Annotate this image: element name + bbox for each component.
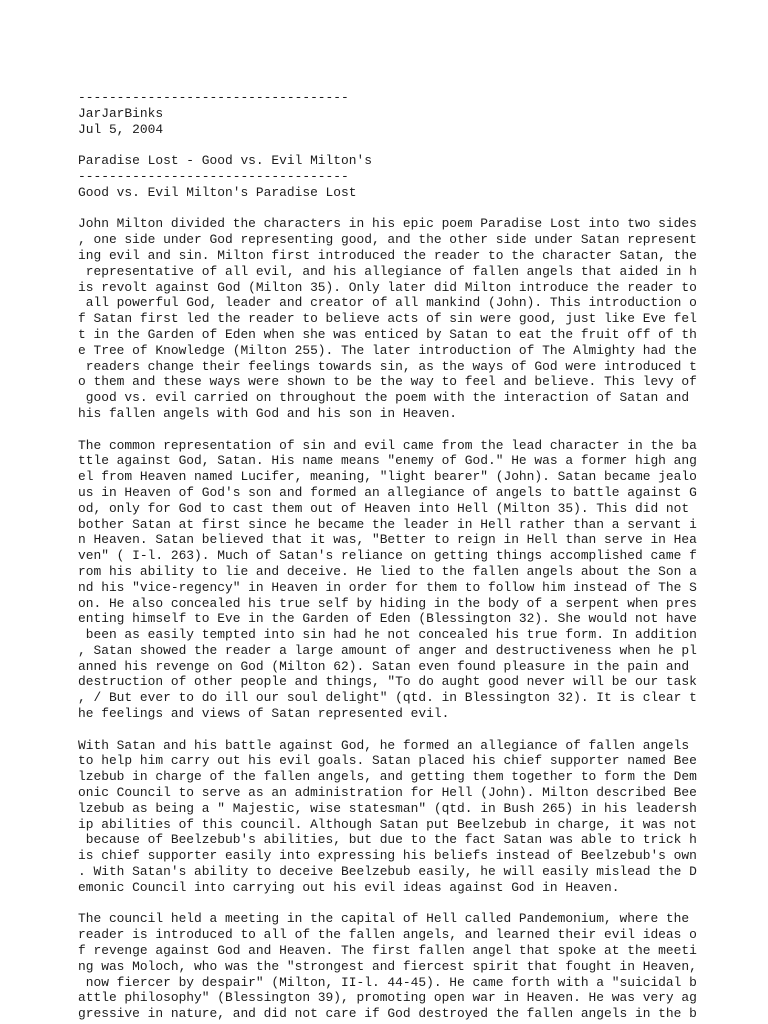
text-line: od, only for God to cast them out of Heaven into Hell (Milton 35). This did not — [78, 500, 690, 516]
text-line: onic Council to serve as an administration for Hell (John). Milton described Bee — [78, 785, 697, 801]
text-line: lzebub as being a " Majestic, wise statesman" (qtd. in Bush 265) in his leadersh — [78, 800, 697, 816]
text-line: bother Satan at first since he became the leader in Hell rather than a servant i — [78, 516, 697, 532]
text-line: ----------------------------------- — [78, 168, 349, 184]
text-line: , / But ever to do ill our soul delight" (qtd. in Blessington 32). It is clear t — [78, 690, 697, 706]
text-line: to help him carry out his evil goals. Satan placed his chief supporter named Bee — [78, 753, 697, 769]
blank-line — [78, 137, 758, 153]
blank-line — [78, 422, 758, 438]
text-line: n Heaven. Satan believed that it was, "Better to reign in Hell than serve in Hea — [78, 532, 697, 548]
text-line: The common representation of sin and evil came from the lead character in the ba — [78, 437, 697, 453]
text-line: on. He also concealed his true self by hiding in the body of a serpent when pres — [78, 595, 697, 611]
text-line: lzebub in charge of the fallen angels, and getting them together to form the Dem — [78, 769, 697, 785]
text-line: now fiercer by despair" (Milton, II-l. 44-45). He came forth with a "suicidal b — [78, 974, 697, 990]
text-line: attle philosophy" (Blessington 39), promoting open war in Heaven. He was very ag — [78, 990, 697, 1006]
text-line: his fallen angels with God and his son in Heaven. — [78, 405, 458, 421]
text-line: JarJarBinks — [78, 105, 164, 121]
text-line: o them and these ways were shown to be the way to feel and believe. This levy of — [78, 374, 697, 390]
text-line: Good vs. Evil Milton's Paradise Lost — [78, 184, 357, 200]
text-line: ing evil and sin. Milton first introduced the reader to the character Satan, the — [78, 247, 697, 263]
text-line: ----------------------------------- — [78, 90, 349, 105]
text-line: he feelings and views of Satan represented evil. — [78, 706, 450, 722]
text-line: all powerful God, leader and creator of all mankind (John). This introduction o — [78, 295, 697, 311]
blank-line — [78, 722, 758, 738]
text-line: ttle against God, Satan. His name means "enemy of God." He was a former high ang — [78, 453, 697, 469]
text-line: ng was Moloch, who was the "strongest and fiercest spirit that fought in Heaven, — [78, 958, 697, 974]
text-line: nd his "vice-regency" in Heaven in order for them to follow him instead of The S — [78, 579, 697, 595]
blank-line — [78, 201, 758, 217]
text-line: e Tree of Knowledge (Milton 255). The later introduction of The Almighty had the — [78, 342, 697, 358]
text-line: t in the Garden of Eden when she was enticed by Satan to eat the fruit off of th — [78, 326, 697, 342]
text-line: ip abilities of this council. Although Satan put Beelzebub in charge, it was not — [78, 816, 697, 832]
text-line: , one side under God representing good, and the other side under Satan represent — [78, 232, 697, 248]
text-line: is revolt against God (Milton 35). Only later did Milton introduce the reader to — [78, 279, 697, 295]
text-line: representative of all evil, and his allegiance of fallen angels that aided in h — [78, 263, 697, 279]
text-line: rom his ability to lie and deceive. He lied to the fallen angels about the Son a — [78, 563, 697, 579]
text-line: Jul 5, 2004 — [78, 121, 164, 137]
text-line: because of Beelzebub's abilities, but due to the fact Satan was able to trick h — [78, 832, 697, 848]
text-line: With Satan and his battle against God, he formed an allegiance of fallen angels — [78, 737, 690, 753]
text-line: gressive in nature, and did not care if God destroyed the fallen angels in the b — [78, 1006, 697, 1022]
text-line: enting himself to Eve in the Garden of Eden (Blessington 32). She would not have — [78, 611, 697, 627]
text-line: good vs. evil carried on throughout the poem with the interaction of Satan and — [78, 390, 690, 406]
text-line: Paradise Lost - Good vs. Evil Milton's — [78, 153, 372, 169]
text-line: f revenge against God and Heaven. The first fallen angel that spoke at the meeti — [78, 943, 697, 959]
text-line: John Milton divided the characters in his epic poem Paradise Lost into two sides — [78, 216, 697, 232]
text-line: . With Satan's ability to deceive Beelzebub easily, he will easily mislead the D — [78, 864, 697, 880]
text-line: reader is introduced to all of the fallen angels, and learned their evil ideas o — [78, 927, 697, 943]
text-line: emonic Council into carrying out his evil ideas against God in Heaven. — [78, 879, 620, 895]
text-line: anned his revenge on God (Milton 62). Satan even found pleasure in the pain and — [78, 658, 690, 674]
text-line: f Satan first led the reader to believe acts of sin were good, just like Eve fel — [78, 311, 697, 327]
text-line: destruction of other people and things, "To do aught good never will be our task — [78, 674, 697, 690]
text-line: is chief supporter easily into expressing his beliefs instead of Beelzebub's own — [78, 848, 697, 864]
text-line: ven" ( I-l. 263). Much of Satan's reliance on getting things accomplished came f — [78, 548, 697, 564]
text-line: The council held a meeting in the capital of Hell called Pandemonium, where the — [78, 911, 690, 927]
text-line: , Satan showed the reader a large amount of anger and destructiveness when he pl — [78, 642, 697, 658]
text-line: readers change their feelings towards sin, as the ways of God were introduced t — [78, 358, 697, 374]
blank-line — [78, 896, 758, 912]
document-text — [78, 90, 758, 1022]
text-line: been as easily tempted into sin had he not concealed his true form. In addition — [78, 627, 697, 643]
text-line: el from Heaven named Lucifer, meaning, "light bearer" (John). Satan became jealo — [78, 469, 697, 485]
text-line: us in Heaven of God's son and formed an allegiance of angels to battle against G — [78, 484, 697, 500]
